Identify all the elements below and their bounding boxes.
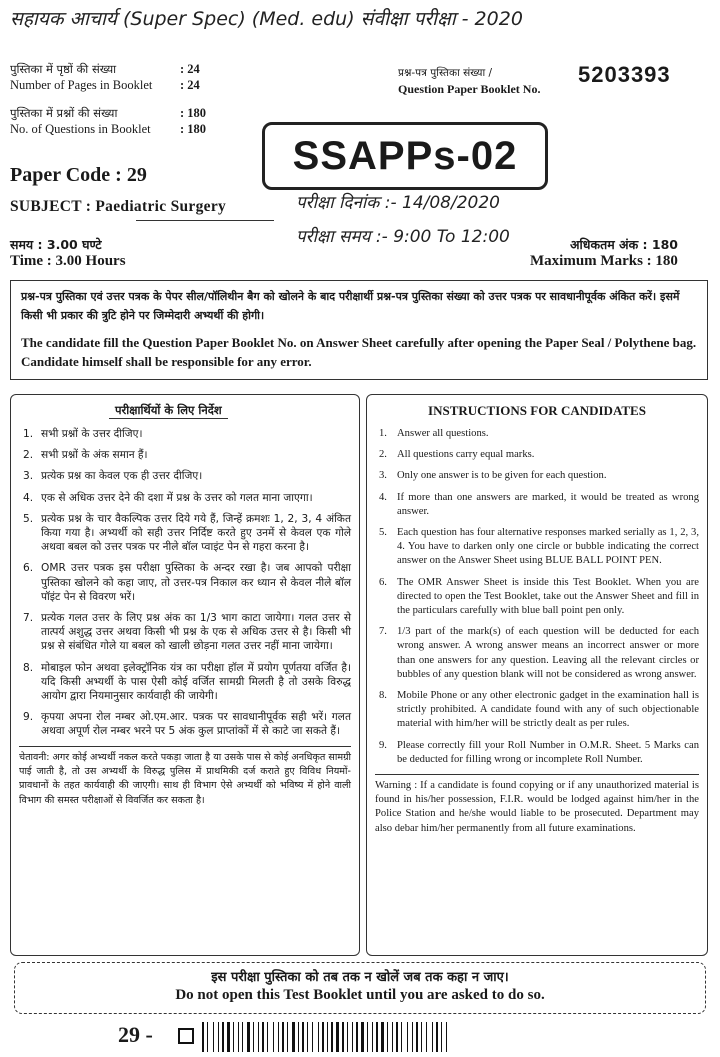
questions-count-value: : 180 <box>180 106 207 120</box>
handwritten-title: सहायक आचार्य (Super Spec) (Med. edu) संवीक्षा परीक्षा - 2020 <box>10 8 523 30</box>
questions-count-hi: पुस्तिका में प्रश्नों की संख्या <box>10 106 118 120</box>
time-en: Time : 3.00 Hours <box>10 253 126 269</box>
hindi-instruction-item-number: 3. <box>23 470 34 483</box>
english-instruction-item <box>375 427 699 441</box>
hindi-instruction-item-text: सभी प्रश्नों के अंक समान हैं। <box>41 449 148 462</box>
english-instruction-item-number: 9. <box>379 739 387 751</box>
english-instruction-item <box>375 576 699 619</box>
hindi-instruction-item-number: 2. <box>23 449 34 462</box>
english-instructions-box <box>366 394 708 956</box>
booklet-no-label-en: Question Paper Booklet No. <box>398 82 541 96</box>
english-instruction-item-text: Please correctly fill your Roll Number in O.M.R. Sheet. 5 Marks can be deducted for filling wrong or incomplete Roll Number. <box>397 739 699 765</box>
hindi-instruction-item-text: OMR उत्तर पत्रक इस परीक्षा पुस्तिका के अन्दर रखा है। जब आपको परीक्षा पुस्तिका खोलने को कहा जाए, तो उत्तर-पत्र निकाल कर ध्यान से केवल नीले बॉल पॉइंट पेन से विवरण भरें। <box>41 562 351 603</box>
hindi-instruction-item-text: प्रत्येक प्रश्न के चार वैकल्पिक उत्तर दिये गये हैं, जिन्हें क्रमशः 1, 2, 3, 4 अंकित किया गया है। अभ्यर्थी को सही उत्तर निर्दिष्ट करते हुए उनमें से केवल एक गोले अथवा बबल को उत्तर पत्रक पर नीले बॉल प्वाइंट पेन से गहरा करना है। <box>41 512 351 554</box>
english-instruction-item-number: 1. <box>379 428 387 439</box>
english-warning-text: Warning : If a candidate is found copying or if any unauthorized material is found in his/her possession, F.I.R. would be lodged against him/her in the Police Station and he/she would liable to be prosecuted. Department may also debar him/her permanently from all future examinations. <box>375 780 699 834</box>
hindi-instruction-item <box>19 710 351 738</box>
hindi-instruction-item <box>19 661 351 704</box>
english-instruction-item-number: 8. <box>379 690 387 702</box>
english-instruction-item-text: All questions carry equal marks. <box>397 449 535 461</box>
hindi-instruction-item-number: 5. <box>23 512 34 525</box>
footer-notice-box <box>14 962 706 1014</box>
english-instruction-item-number: 4. <box>379 491 387 503</box>
footer-english: Do not open this Test Booklet until you are asked to do so. <box>175 987 545 1003</box>
hindi-instruction-item <box>19 448 351 462</box>
english-instruction-item-number: 3. <box>379 470 387 482</box>
series-code: SSAPPs-02 <box>292 133 518 178</box>
english-instructions-list <box>375 427 699 767</box>
hindi-instruction-item-text: मोबाइल फोन अथवा इलेक्ट्रॉनिक यंत्र का परीक्षा हॉल में प्रयोग पूर्णतया वर्जित है। यदि किसी अभ्यर्थी के पास ऐसी कोई वर्जित सामग्री मिलती है तो उसके विरुद्ध आयोग द्वारा नियमानुसार कार्यवाही की जायेगी। <box>41 661 351 703</box>
checkbox-square-icon <box>178 1028 194 1044</box>
time-hi: समय : 3.00 घण्टे <box>10 237 102 252</box>
max-marks-hi: अधिकतम अंक : 180 <box>570 237 678 252</box>
hindi-instruction-item-number: 4. <box>23 491 34 504</box>
english-warning <box>375 774 699 836</box>
hindi-warning: चेतावनी: अगर कोई अभ्यर्थी नकल करते पकड़ा जाता है या उसके पास से कोई अनधिकृत सामग्री पाई जाती है, तो उस अभ्यर्थी के विरुद्ध पुलिस में प्राथमिकी दर्ज कराते हुए विविध नियमों-प्रावधानों के तहत कार्यवाही की जाएगी। साथ ही विभाग ऐसे अभ्यर्थी को भविष्य में होने वाली विभाग की समस्त परीक्षाओं से विवर्जित कर सकता है। <box>19 746 351 809</box>
english-instruction-item-text: Mobile Phone or any other electronic gadget in the examination hall is strictly prohibited. A candidate found with any of such objectionable material with him/her will be strictly dealt as per rules. <box>397 690 699 730</box>
english-instruction-item <box>375 739 699 767</box>
english-instructions-title: INSTRUCTIONS FOR CANDIDATES <box>428 403 646 418</box>
questions-count-value-2: : 180 <box>180 122 207 136</box>
hindi-instruction-item-text: प्रत्येक गलत उत्तर के लिए प्रश्न अंक का 1/3 भाग काटा जायेगा। गलत उत्तर से तात्पर्य अशुद्ध उत्तर अथवा किसी भी प्रश्न के एक से अधिक उत्तर से है। किसी भी प्रश्न से संबंधित गोले या बबल को खाली छोड़ना गलत उत्तर नहीं माना जायेगा। <box>41 612 351 653</box>
pages-count-value-2: : 24 <box>180 78 200 92</box>
pages-count-en: Number of Pages in Booklet <box>10 78 153 92</box>
hindi-instruction-item-text: एक से अधिक उत्तर देने की दशा में प्रश्न के उत्तर को गलत माना जाएगा। <box>41 491 313 504</box>
hindi-instructions-box <box>10 394 360 956</box>
hindi-instruction-item-text: सभी प्रश्नों के उत्तर दीजिए। <box>41 428 143 440</box>
booklet-number: 5203393 <box>578 62 671 87</box>
barcode-icon <box>202 1022 448 1052</box>
english-instruction-item-text: Only one answer is to be given for each question. <box>397 470 607 482</box>
hindi-instruction-item <box>19 611 351 654</box>
hindi-instructions-title: परीक्षार्थियों के लिए निर्देश <box>109 403 228 419</box>
questions-count-en: No. of Questions in Booklet <box>10 122 151 136</box>
hindi-instruction-item-text: कृपया अपना रोल नम्बर ओ.एम.आर. पत्रक पर सावधानीपूर्वक सही भरें। गलत अथवा अपूर्ण रोल नम्बर भरने पर 5 अंक कुल प्राप्तांकों में से काटे जा सकते हैं। <box>41 711 351 738</box>
hindi-instructions-list <box>19 427 351 739</box>
booklet-no-label-hi: प्रश्न-पत्र पुस्तिका संख्या / <box>398 67 493 79</box>
subject: SUBJECT : Paediatric Surgery <box>10 198 227 215</box>
english-instruction-item-number: 6. <box>379 576 387 588</box>
pages-count-hi: पुस्तिका में पृष्ठों की संख्या <box>10 62 117 76</box>
handwritten-exam-date: परीक्षा दिनांक :- 14/08/2020 <box>296 193 500 213</box>
english-instruction-item <box>375 625 699 682</box>
hindi-instruction-item-number: 1. <box>23 428 34 440</box>
english-instruction-item-text: If more than one answers are marked, it would be treated as wrong answer. <box>397 491 699 517</box>
english-instruction-item <box>375 526 699 569</box>
english-instruction-item <box>375 448 699 462</box>
english-instruction-item <box>375 491 699 519</box>
hindi-instruction-item <box>19 427 351 441</box>
paper-code: Paper Code : 29 <box>10 164 147 186</box>
hindi-instruction-item-number: 9. <box>23 711 34 724</box>
hindi-instruction-item <box>19 561 351 604</box>
notice-english: The candidate fill the Question Paper Booklet No. on Answer Sheet carefully after opening the Paper Seal / Polythene bag. Candidate himself shall be responsible for any error. <box>21 335 697 369</box>
series-code-box <box>262 122 548 190</box>
hindi-instruction-item-number: 8. <box>23 661 34 674</box>
hindi-instruction-item-number: 6. <box>23 562 34 575</box>
english-instruction-item-text: Answer all questions. <box>397 428 489 439</box>
hindi-instruction-item-number: 7. <box>23 612 34 625</box>
notice-hindi: प्रश्न-पत्र पुस्तिका एवं उत्तर पत्रक के पेपर सील/पॉलिथीन बैग को खोलने के बाद परीक्षार्थी प्रश्न-पत्र पुस्तिका संख्या को उत्तर पत्रक पर सावधानीपूर्वक अंकित करें। इसमें किसी भी प्रकार की त्रुटि होने पर जिम्मेदारी अभ्यर्थी की होगी। <box>21 290 680 322</box>
subject-underline <box>136 220 274 221</box>
hindi-instruction-item <box>19 512 351 555</box>
notice-box <box>10 280 708 380</box>
max-marks-en: Maximum Marks : 180 <box>530 253 678 269</box>
footer-hindi: इस परीक्षा पुस्तिका को तब तक न खोलें जब तक कहा न जाए। <box>211 970 509 985</box>
hindi-instruction-item-text: प्रत्येक प्रश्न का केवल एक ही उत्तर दीजिए। <box>41 470 203 483</box>
page-code: 29 - <box>118 1022 153 1047</box>
english-instruction-item-number: 2. <box>379 449 387 461</box>
pages-count-value: : 24 <box>180 62 200 76</box>
english-instruction-item-number: 5. <box>379 527 387 539</box>
english-instruction-item <box>375 469 699 483</box>
english-instruction-item-text: 1/3 part of the mark(s) of each question will be deducted for each wrong answer. A wrong answer means an incorrect answer or more than one answers for any question. Leaving all the relevant circles or bubbles of any question blank will not be considered as wrong answer. <box>397 626 699 680</box>
english-instruction-item <box>375 689 699 732</box>
english-instruction-item-text: Each question has four alternative responses marked serially as 1, 2, 3, 4. You have to darken only one circle or bubble indicating the correct answer on the Answer Sheet using BLUE BALL POINT PEN. <box>397 527 699 567</box>
hindi-instruction-item <box>19 469 351 483</box>
hindi-instruction-item <box>19 491 351 505</box>
english-instruction-item-text: The OMR Answer Sheet is inside this Test Booklet. When you are directed to open the Test Booklet, take out the Answer Sheet and fill in the particulars carefully with blue ball point pen only. <box>397 576 699 617</box>
handwritten-exam-time: परीक्षा समय :- 9:00 To 12:00 <box>296 227 510 247</box>
english-instruction-item-number: 7. <box>379 626 387 638</box>
